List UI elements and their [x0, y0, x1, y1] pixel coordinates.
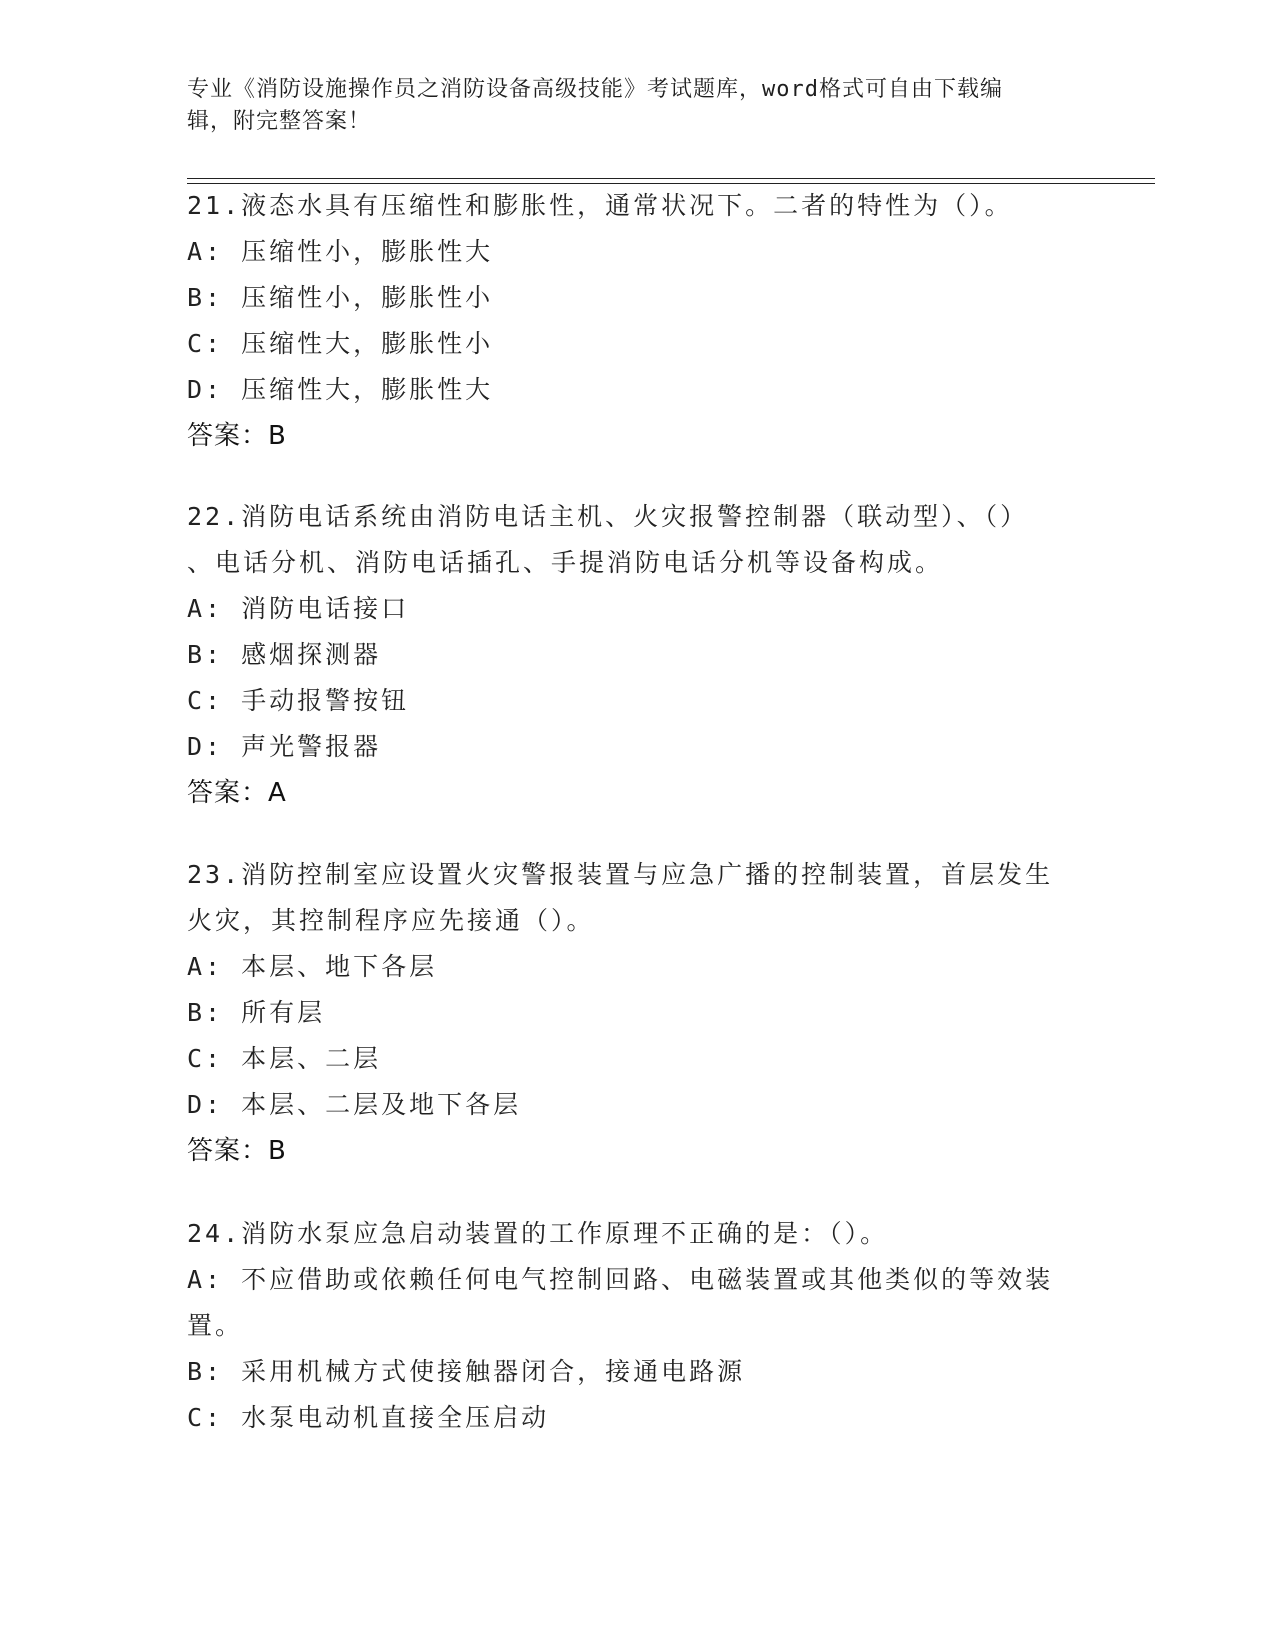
option-d: D: 本层、二层及地下各层: [187, 1090, 522, 1119]
option-b: B: 采用机械方式使接触器闭合，接通电路源: [187, 1357, 746, 1386]
option-c: C: 水泵电动机直接全压启动: [187, 1403, 550, 1432]
header-divider-top: [187, 178, 1155, 179]
option-a: A: 本层、地下各层: [187, 952, 438, 981]
option-b: B: 压缩性小，膨胀性小: [187, 283, 494, 312]
option-a: A: 不应借助或依赖任何电气控制回路、电磁装置或其他类似的等效装: [187, 1265, 1054, 1294]
question-22: [187, 494, 1087, 816]
option-b: B: 所有层: [187, 998, 326, 1027]
option-c: C: 压缩性大，膨胀性小: [187, 329, 494, 358]
header-line-2: 辑，附完整答案！: [187, 109, 372, 134]
option-a-continued: 置。: [187, 1311, 244, 1340]
question-text-line-1: 23.消防控制室应设置火灾警报装置与应急广播的控制装置，首层发生: [187, 860, 1054, 889]
option-d: D: 压缩性大，膨胀性大: [187, 375, 494, 404]
option-d: D: 声光警报器: [187, 732, 382, 761]
answer: 答案：B: [187, 1136, 287, 1166]
question-text-line-2: 、电话分机、消防电话插孔、手提消防电话分机等设备构成。: [187, 548, 944, 577]
question-text: 21.液态水具有压缩性和膨胀性，通常状况下。二者的特性为（）。: [187, 191, 1013, 220]
option-c: C: 手动报警按钮: [187, 686, 410, 715]
option-a: A: 压缩性小，膨胀性大: [187, 237, 494, 266]
question-23: [187, 852, 1087, 1174]
answer: 答案：A: [187, 778, 287, 808]
question-text: 24.消防水泵应急启动装置的工作原理不正确的是：（）。: [187, 1219, 889, 1248]
option-b: B: 感烟探测器: [187, 640, 382, 669]
question-21: [187, 183, 1087, 459]
question-text-line-2: 火灾，其控制程序应先接通（）。: [187, 906, 595, 935]
question-24: [187, 1211, 1087, 1441]
question-text-line-1: 22.消防电话系统由消防电话主机、火灾报警控制器（联动型）、（）: [187, 502, 1029, 531]
header-line-1: 专业《消防设施操作员之消防设备高级技能》考试题库，word格式可自由下载编: [187, 77, 1003, 102]
document-header: [187, 74, 1067, 138]
answer: 答案：B: [187, 421, 287, 451]
option-c: C: 本层、二层: [187, 1044, 382, 1073]
option-a: A: 消防电话接口: [187, 594, 410, 623]
